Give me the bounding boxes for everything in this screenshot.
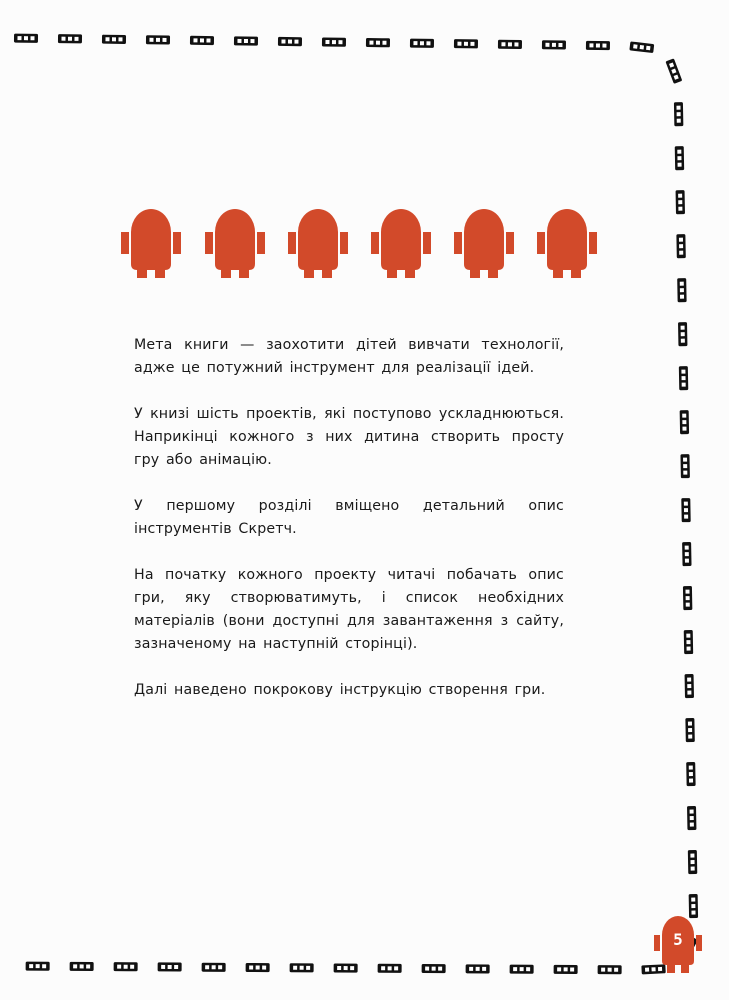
film-strip-segment (334, 963, 358, 972)
film-strip-segment (677, 278, 686, 302)
film-strip-segment (687, 806, 696, 830)
robot-icon (205, 202, 265, 278)
film-strip-segment (14, 34, 38, 43)
film-strip-segment (554, 965, 578, 974)
film-strip-segment (26, 962, 50, 971)
film-strip-segment (202, 963, 226, 972)
film-strip-segment (410, 39, 434, 48)
film-strip-segment (290, 963, 314, 972)
film-strip-segment (278, 37, 302, 46)
film-strip-segment (681, 498, 690, 522)
film-strip-segment (234, 36, 258, 45)
film-strip-segment (682, 542, 691, 566)
film-strip-segment (510, 965, 534, 974)
film-strip-segment (683, 586, 692, 610)
film-strip-segment (454, 39, 478, 48)
film-strip-segment (158, 962, 182, 971)
film-strip-segment (114, 962, 138, 971)
film-strip-segment (684, 630, 693, 654)
paragraph-first-chapter: У першому розділі вміщено детальний опис інструментів Скретч. (134, 498, 564, 537)
film-strip-segment (422, 964, 446, 973)
film-strip-segment (680, 454, 689, 478)
film-strip-segment (676, 190, 685, 214)
robot-icon (371, 202, 431, 278)
film-strip-segment (680, 410, 689, 434)
robot-icon (454, 202, 514, 278)
film-strip-segment (586, 41, 610, 50)
film-strip-segment (246, 963, 270, 972)
film-strip-segment (685, 674, 694, 698)
film-strip-segment (679, 366, 688, 390)
film-strip-segment (675, 146, 684, 170)
film-strip-segment (190, 36, 214, 45)
page-number: 5 (673, 930, 683, 949)
film-strip-segment (598, 965, 622, 974)
paragraph-project-start: На початку кожного проекту читачі побачать опис гри, яку створюватимуть, і список необхідних матеріалів (вони доступні для завантаження з сайту, зазначеному на наступній сторінці). (134, 567, 564, 652)
film-strip-segment (629, 41, 654, 53)
film-strip-segment (686, 762, 695, 786)
paragraph-instructions: Далі наведено покрокову інструкцію створення гри. (134, 682, 546, 698)
paragraph-projects: У книзі шість проектів, які поступово ускладнюються. Наприкінці кожного з них дитина створить просту гру або анімацію. (134, 406, 564, 468)
robot-icon (121, 202, 181, 278)
film-strip-segment (378, 964, 402, 973)
film-strip-segment (466, 964, 490, 973)
film-strip-segment (542, 40, 566, 49)
film-strip-segment (676, 234, 685, 258)
paragraph-purpose: Мета книги — заохотити дітей вивчати технології, адже це потужний інструмент для реалізації ідей. (134, 337, 564, 376)
film-strip-segment (674, 102, 683, 126)
robot-icon (288, 202, 348, 278)
film-strip-segment (58, 34, 82, 43)
film-strip-segment (685, 718, 694, 742)
robot-decoration-row (121, 202, 601, 278)
film-strip-segment (678, 322, 687, 346)
film-strip-segment (665, 58, 682, 84)
intro-text (134, 334, 564, 725)
film-strip-segment (366, 38, 390, 47)
film-strip-segment (146, 35, 170, 44)
film-strip-segment (688, 850, 697, 874)
robot-icon (537, 202, 597, 278)
film-strip-segment (102, 35, 126, 44)
film-strip-segment (322, 37, 346, 46)
film-strip-segment (498, 40, 522, 49)
film-strip-segment (70, 962, 94, 971)
